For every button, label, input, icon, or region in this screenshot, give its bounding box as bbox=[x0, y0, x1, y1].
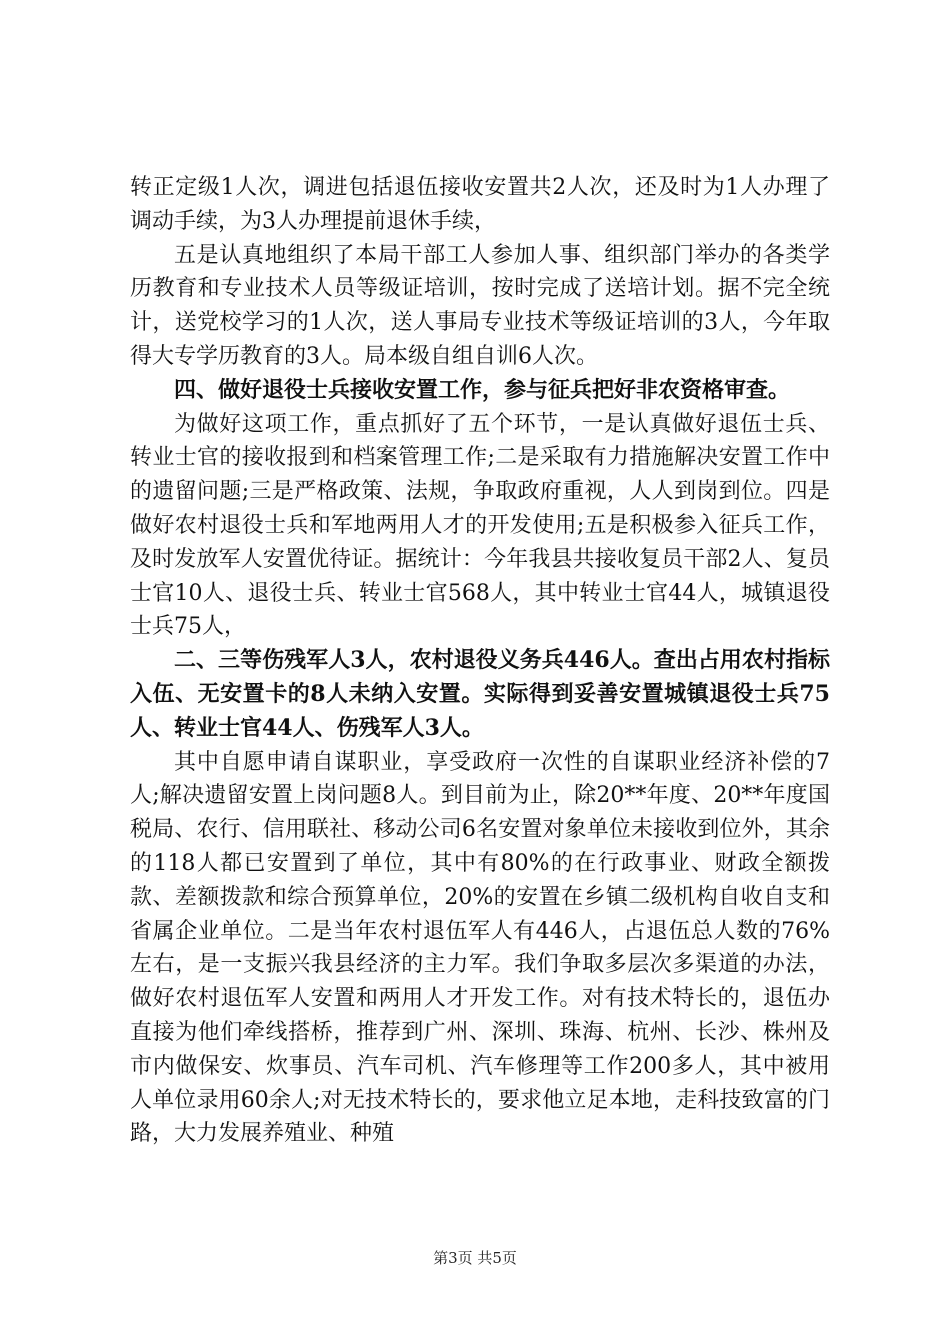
section-heading: 四、做好退役士兵接收安置工作，参与征兵把好非农资格审查。 bbox=[174, 376, 791, 403]
paragraph-2: 五是认真地组织了本局干部工人参加人事、组织部门举办的各类学历教育和专业技术人员等级证培训，按时完成了送培计划。据不完全统计，送党校学习的1人次，送人事局专业技术等级证培训的3人，今年取得大专学历教育的3人。局本级自组自训6人次。 bbox=[130, 242, 830, 369]
paragraph-5: 其中自愿申请自谋职业，享受政府一次性的自谋职业经济补偿的7人;解决遗留安置上岗问题8人。到目前为止，除20**年度、20**年度国税局、农行、信用联社、移动公司6名安置对象单位未接收到位外，其余的118人都已安置到了单位，其中有80%的在行政事业、财政全额拨款、差额拨款和综合预算单位，20%的安置在乡镇二级机构自收自支和省属企业单位。二是当年农村退伍军人有446人，占退伍总人数的76%左右，是一支振兴我县经济的主力军。我们争取多层次多渠道的办法，做好农村退伍军人安置和两用人才开发工作。对有技术特长的，退伍办直接为他们牵线搭桥，推荐到广州、深圳、珠海、杭州、长沙、株州及市内做保安、炊事员、汽车司机、汽车修理等工作200多人，其中被用人单位录用60余人;对无技术特长的，要求他立足本地，走科技致富的门路，大力发展养殖业、种殖 bbox=[130, 749, 830, 1147]
paragraph-4-bold: 二、三等伤残军人3人，农村退役义务兵446人。查出占用农村指标入伍、无安置卡的8人未纳入安置。实际得到妥善安置城镇退役士兵75人、转业士官44人、伤残军人3人。 bbox=[130, 647, 830, 741]
page-number-label: 第3页 共5页 bbox=[433, 1249, 517, 1267]
document-body bbox=[130, 171, 830, 1151]
paragraph-1: 转正定级1人次，调进包括退伍接收安置共2人次，还及时为1人办理了调动手续，为3人办理提前退休手续， bbox=[130, 175, 830, 234]
page-footer bbox=[0, 1247, 950, 1268]
paragraph-3: 为做好这项工作，重点抓好了五个环节，一是认真做好退伍士兵、转业士官的接收报到和档案管理工作;二是采取有力措施解决安置工作中的遗留问题;三是严格政策、法规，争取政府重视，人人到岗到位。四是做好农村退役士兵和军地两用人才的开发使用;五是积极参入征兵工作，及时发放军人安置优待证。据统计：今年我县共接收复员干部2人、复员士官10人、退役士兵、转业士官568人，其中转业士官44人，城镇退役士兵75人， bbox=[130, 411, 830, 640]
